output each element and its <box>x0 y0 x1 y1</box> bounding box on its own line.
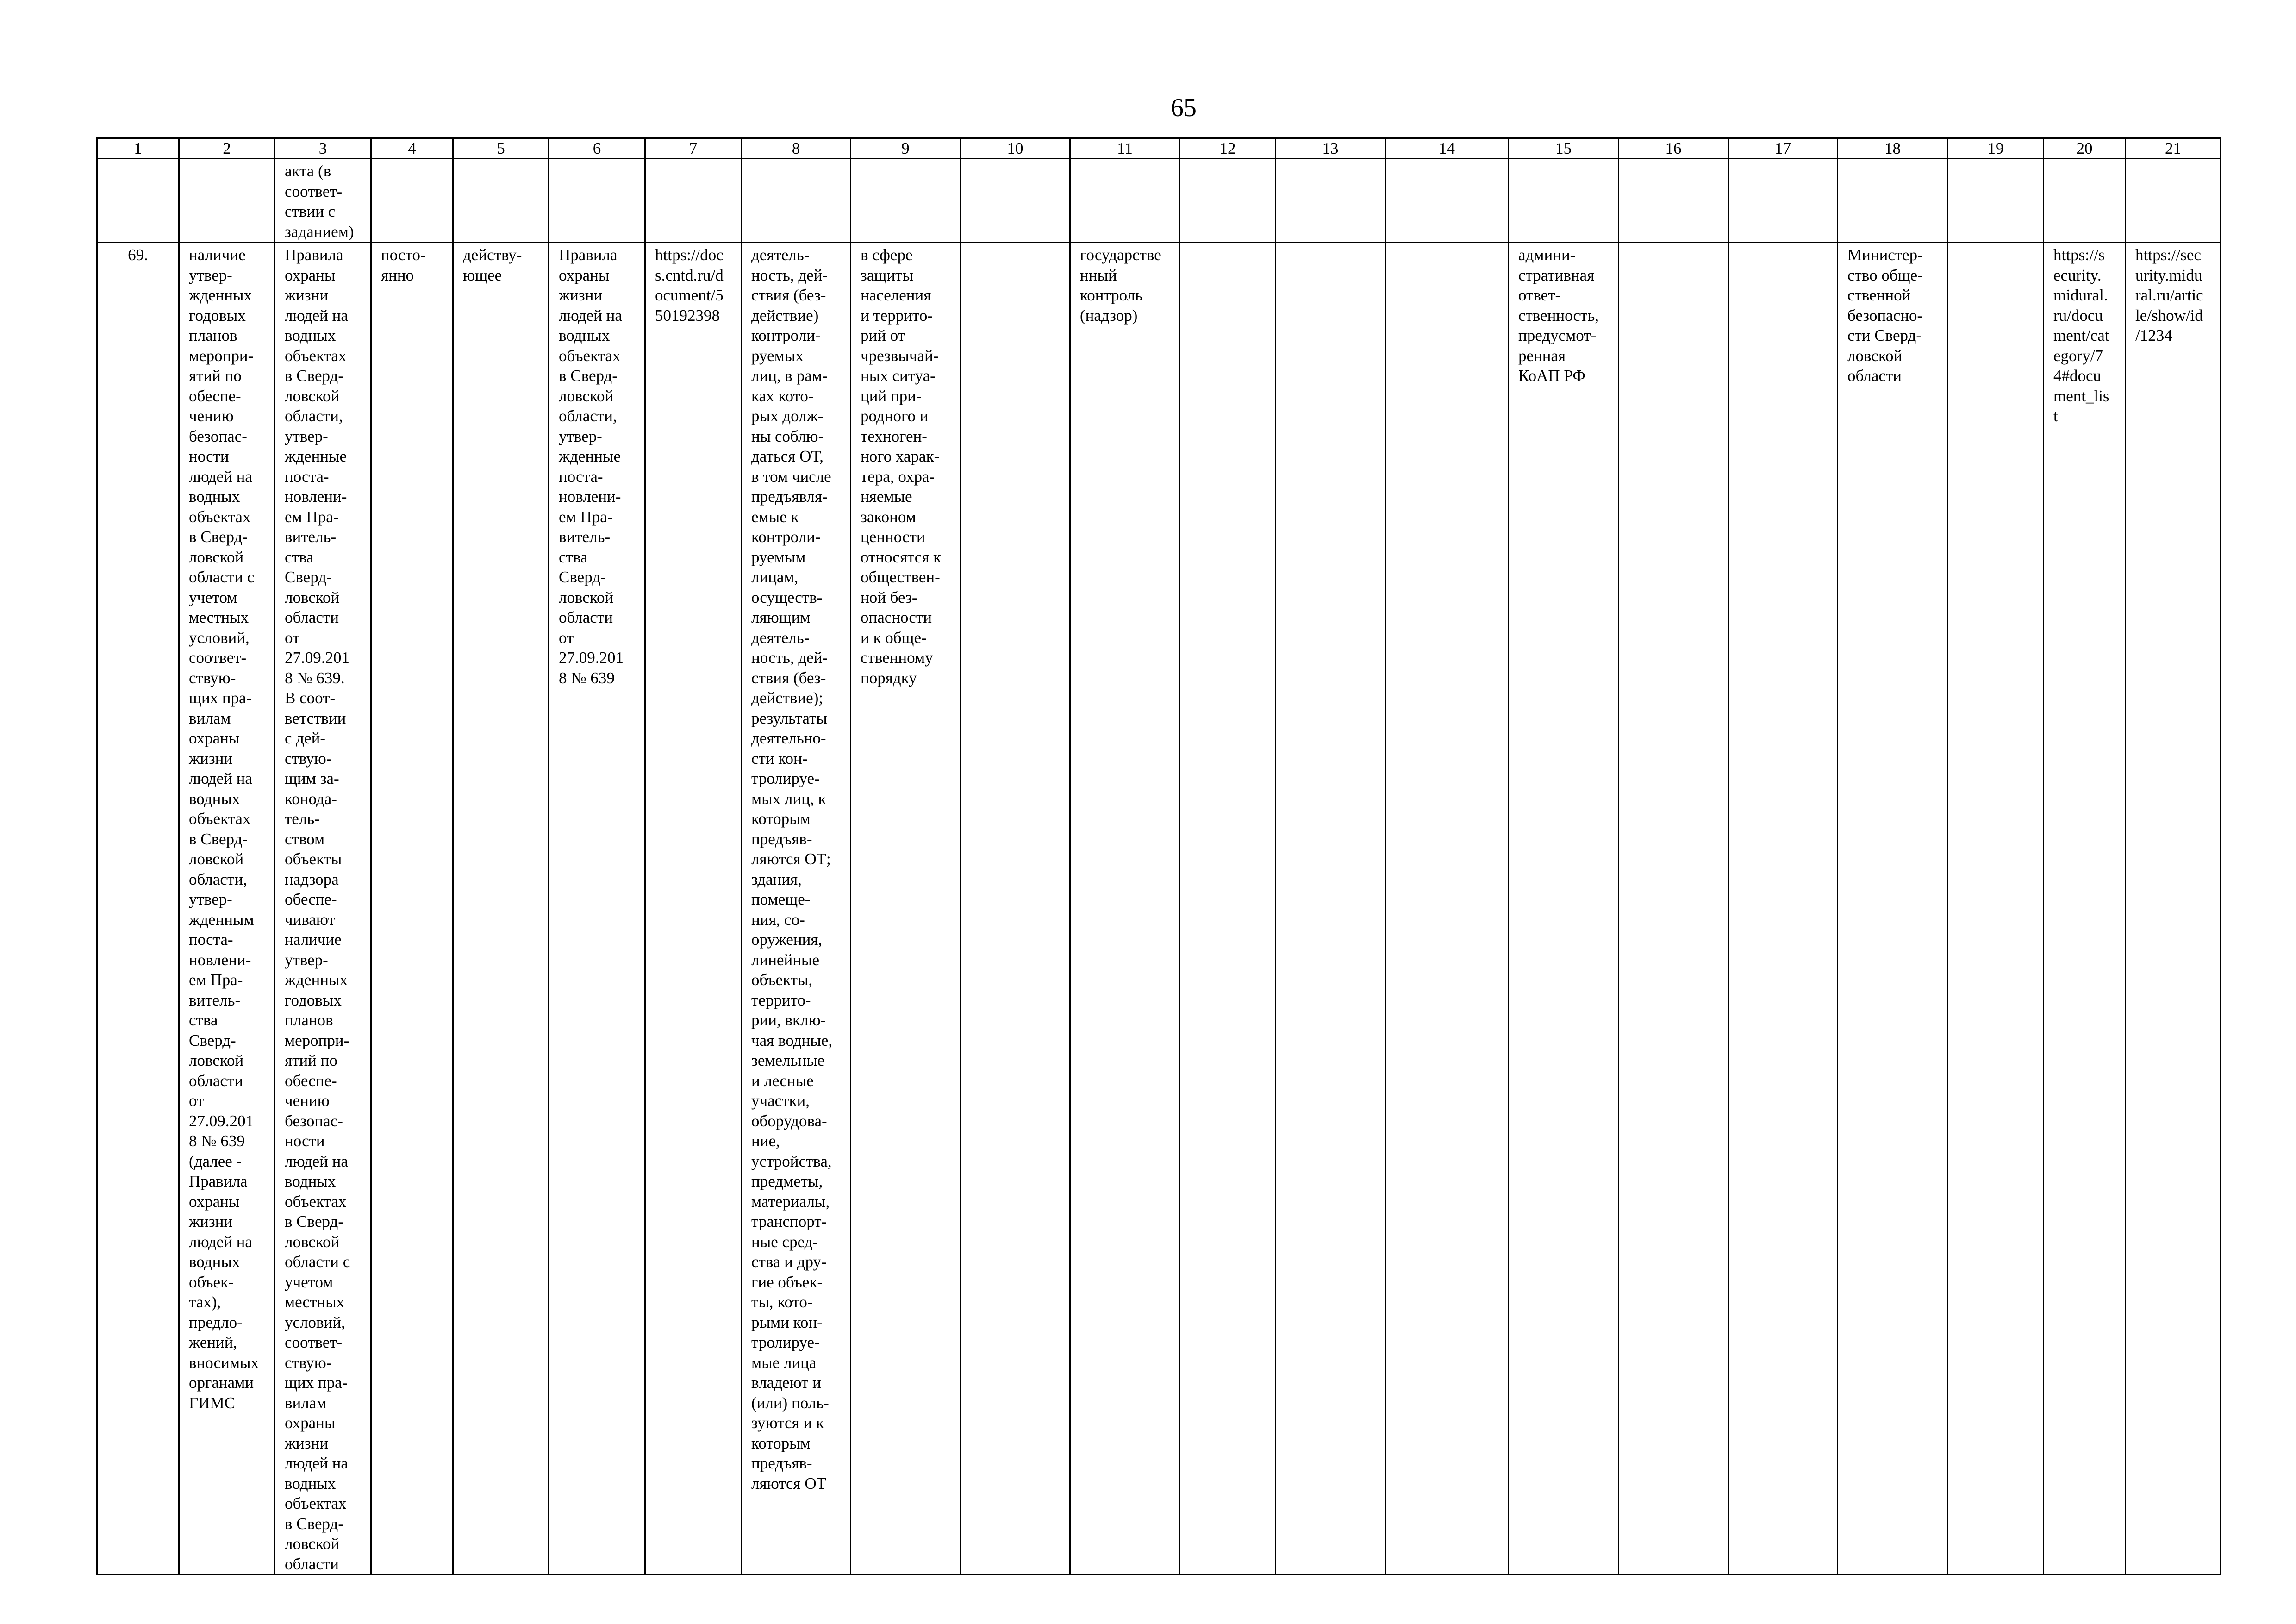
column-header: 18 <box>1838 138 1948 159</box>
table-cell <box>961 159 1070 243</box>
act-cell: Правила охраны жизни людей на водных объектах в Сверд- ловской области, утвер- жденные поста- новлени- ем Пра- витель- ства Сверд- ловской области от 27.09.201 8 № 639. В соот- ветствии с дей- ствую- щим за- конода- тель- ством объекты надзора обеспе- чивают наличие утвер- жденных годовых планов меропри- ятий по обеспе- чению безопас- ности людей на водных объектах в Сверд- ловской области с учетом местных условий, соответ- ствую- щих пра- вилам охраны жизни людей на водных объектах в Сверд- ловской области <box>275 243 371 1575</box>
table-cell <box>1180 243 1276 1575</box>
table-cell <box>1385 159 1509 243</box>
authority-cell: Министер- ство обще- ственной безопасно- сти Сверд- ловской области <box>1838 243 1948 1575</box>
table-cell <box>1276 243 1385 1575</box>
column-header: 15 <box>1509 138 1619 159</box>
column-header: 12 <box>1180 138 1276 159</box>
column-header: 4 <box>371 138 453 159</box>
column-header: 20 <box>2044 138 2126 159</box>
column-header: 10 <box>961 138 1070 159</box>
status-cell: действу- ющее <box>453 243 549 1575</box>
column-header: 6 <box>549 138 645 159</box>
column-header: 3 <box>275 138 371 159</box>
column-header: 13 <box>1276 138 1385 159</box>
requirements-table <box>96 137 2221 1575</box>
column-header: 8 <box>742 138 851 159</box>
column-header: 9 <box>851 138 961 159</box>
row-number: 69. <box>97 243 179 1575</box>
table-cell <box>1838 159 1948 243</box>
table-cell <box>742 159 851 243</box>
continuation-row <box>97 159 2221 243</box>
document-link-cell[interactable]: https://doc s.cntd.ru/d ocument/5 50192398 <box>645 243 742 1575</box>
table-cell <box>2044 159 2126 243</box>
column-header: 21 <box>2126 138 2221 159</box>
page-number: 65 <box>1171 94 1197 122</box>
column-header: 11 <box>1070 138 1180 159</box>
document-cell: Правила охраны жизни людей на водных объектах в Сверд- ловской области, утвер- жденные поста- новлени- ем Пра- витель- ства Сверд- ловской области от 27.09.201 8 № 639 <box>549 243 645 1575</box>
table-cell <box>549 159 645 243</box>
table-cell <box>1385 243 1509 1575</box>
column-header: 2 <box>179 138 275 159</box>
table-cell <box>1728 243 1838 1575</box>
table-cell <box>1619 159 1728 243</box>
table-cell: акта (в соответ- ствии с заданием) <box>275 159 371 243</box>
table-cell <box>645 159 742 243</box>
sphere-cell: в сфере защиты населения и террито- рий от чрезвычай- ных ситуа- ций при- родного и техноген- ного харак- тера, охра- няемые законом ценности относятся к обществен- ной без- опасности и к обще- ственному порядку <box>851 243 961 1575</box>
table-row <box>97 243 2221 1575</box>
table-cell <box>453 159 549 243</box>
liability-cell: админи- стративная ответ- ственность, предусмот- ренная КоАП РФ <box>1509 243 1619 1575</box>
control-type-cell: государстве нный контроль (надзор) <box>1070 243 1180 1575</box>
table-cell <box>851 159 961 243</box>
column-header: 5 <box>453 138 549 159</box>
period-cell: посто- янно <box>371 243 453 1575</box>
column-header: 7 <box>645 138 742 159</box>
column-header: 16 <box>1619 138 1728 159</box>
subject-cell: деятель- ность, дей- ствия (без- действие) контроли- руемых лиц, в рам- ках кото- рых долж- ны соблю- даться ОТ, в том числе предъявля- емые к контроли- руемым лицам, осуществ- ляющим деятель- ность, дей- ствия (без- действие); результаты деятельно- сти кон- тролируе- мых лиц, к которым предъяв- ляются ОТ; здания, помеще- ния, со- оружения, линейные объекты, террито- рии, вклю- чая водные, земельные и лесные участки, оборудова- ние, устройства, предметы, материалы, транспорт- ные сред- ства и дру- гие объек- ты, кото- рыми кон- тролируе- мые лица владеют и (или) поль- зуются и к которым предъяв- ляются ОТ <box>742 243 851 1575</box>
article-link-cell[interactable]: https://sec urity.midu ral.ru/artic le/show/id /1234 <box>2126 243 2221 1575</box>
column-header: 19 <box>1948 138 2044 159</box>
column-header: 14 <box>1385 138 1509 159</box>
table-cell <box>1728 159 1838 243</box>
table-cell <box>1948 243 2044 1575</box>
table-cell <box>1619 243 1728 1575</box>
table-cell <box>961 243 1070 1575</box>
column-header: 1 <box>97 138 179 159</box>
requirement-cell: наличие утвер- жденных годовых планов меропри- ятий по обеспе- чению безопас- ности людей на водных объектах в Сверд- ловской области с учетом местных условий, соответ- ствую- щих пра- вилам охраны жизни людей на водных объектах в Сверд- ловской области, утвер- жденным поста- новлени- ем Пра- витель- ства Сверд- ловской области от 27.09.201 8 № 639 (далее - Правила охраны жизни людей на водных объек- тах), предло- жений, вносимых органами ГИМС <box>179 243 275 1575</box>
guidance-link-cell[interactable]: https://s ecurity. midural. ru/docu ment/cat egory/7 4#docu ment_lis t <box>2044 243 2126 1575</box>
table-cell <box>1070 159 1180 243</box>
table-cell <box>179 159 275 243</box>
table-cell <box>97 159 179 243</box>
table-cell <box>1509 159 1619 243</box>
table-cell <box>2126 159 2221 243</box>
column-header: 17 <box>1728 138 1838 159</box>
table-cell <box>371 159 453 243</box>
table-cell <box>1948 159 2044 243</box>
table-cell <box>1180 159 1276 243</box>
table-cell <box>1276 159 1385 243</box>
column-number-row <box>97 138 2221 159</box>
